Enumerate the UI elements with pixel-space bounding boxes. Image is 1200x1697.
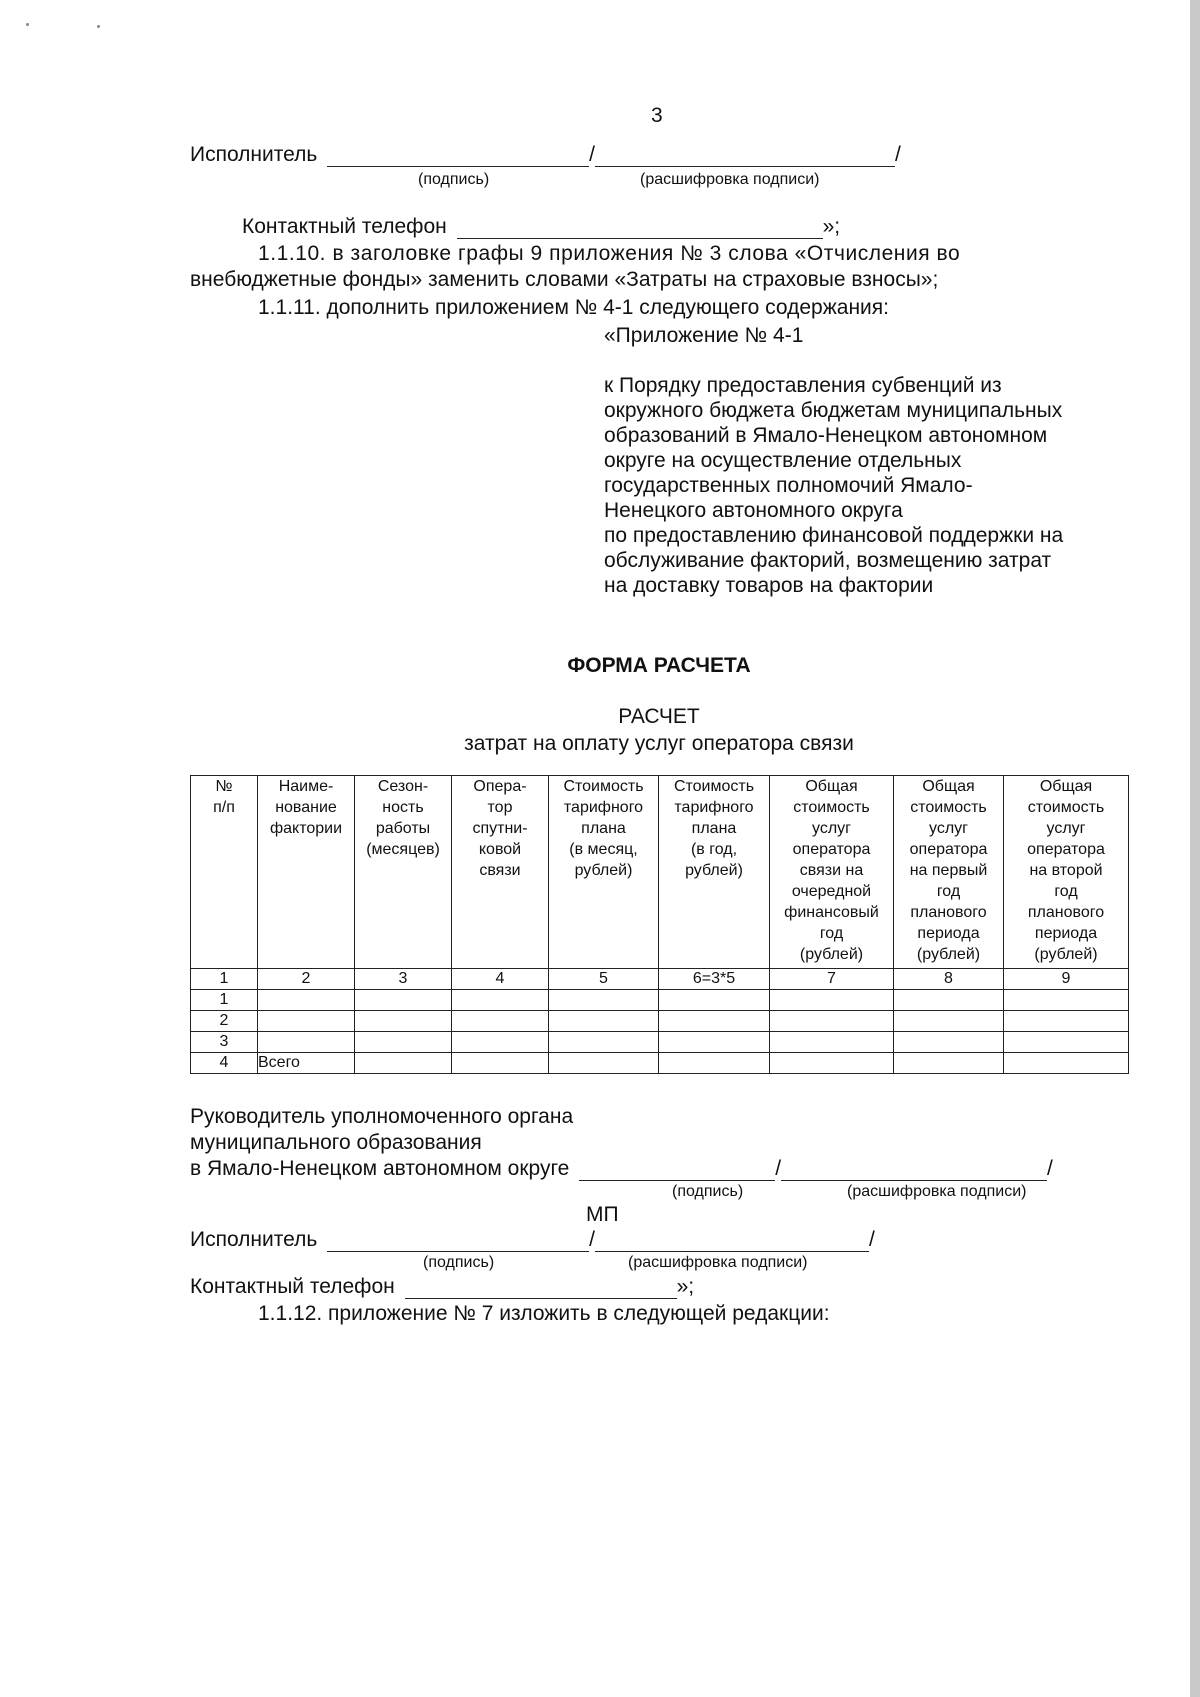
column-number-cell: 2 [258, 969, 355, 990]
column-number-cell: 7 [770, 969, 894, 990]
column-number-cell: 9 [1004, 969, 1129, 990]
table-cell [659, 1011, 770, 1032]
table-cell [549, 1053, 659, 1074]
executor-signature-line-bottom [190, 1228, 875, 1252]
header-text: тарифного [563, 799, 644, 816]
header-text: стоимость [1027, 799, 1105, 816]
column-number-row [191, 969, 1129, 990]
header-text: на второй [1029, 862, 1103, 879]
table-cell [258, 1011, 355, 1032]
table-cell [894, 1053, 1004, 1074]
header-text: Наиме- [278, 778, 334, 795]
stamp-placeholder: МП [586, 1203, 619, 1226]
slash: / [895, 143, 901, 166]
header-text: (рублей) [1034, 946, 1098, 963]
paragraph-1-1-10-line1: 1.1.10. в заголовке графы 9 приложения № 3 слова «Отчисления во [258, 242, 961, 265]
executor-signature-line [190, 143, 901, 167]
header-text: стоимость [910, 799, 987, 816]
header-text: Стоимость [673, 778, 755, 795]
table-cell [549, 990, 659, 1011]
table-cell [549, 1011, 659, 1032]
table-cell [659, 1053, 770, 1074]
header-text: связи [479, 862, 521, 879]
page-edge [1190, 0, 1200, 1697]
transcript-blank [595, 146, 895, 167]
column-number-cell: 6=3*5 [659, 969, 770, 990]
phone-label: Контактный телефон [242, 215, 447, 238]
table-cell [1004, 1053, 1129, 1074]
table-cell: 4 [191, 1053, 258, 1074]
paragraph-1-1-11: 1.1.11. дополнить приложением № 4-1 следующего содержания: [258, 296, 889, 319]
scan-speck [26, 23, 29, 26]
signature-blank [327, 146, 589, 167]
form-title: ФОРМА РАСЧЕТА [567, 654, 751, 677]
table-header-cell [1004, 776, 1129, 969]
header-text: очередной [791, 883, 872, 900]
head-line-1: Руководитель уполномоченного органа [190, 1105, 574, 1128]
header-text: ность [382, 799, 424, 816]
header-text: услуг [1046, 820, 1086, 837]
phone-blank [457, 218, 823, 239]
annex-line: округе на осуществление отдельных [604, 449, 962, 472]
header-text: рублей) [574, 862, 633, 879]
header-text: рублей) [685, 862, 743, 879]
annex-line: государственных полномочий Ямало- [604, 474, 973, 497]
header-text: Общая [922, 778, 975, 795]
table-cell [258, 990, 355, 1011]
annex-reference-block [604, 373, 1134, 598]
table-cell [452, 1053, 549, 1074]
table-cell [659, 1032, 770, 1053]
signature-caption: (подпись) [423, 1254, 495, 1271]
table-row [191, 1011, 1129, 1032]
column-number-cell: 5 [549, 969, 659, 990]
slash: / [1047, 1157, 1053, 1180]
table-cell [770, 1032, 894, 1053]
head-signature-line [190, 1157, 1053, 1181]
header-text: работы [375, 820, 431, 837]
header-text: периода [917, 925, 980, 942]
table-cell [452, 1011, 549, 1032]
column-number-cell: 1 [191, 969, 258, 990]
header-text: оператора [792, 841, 871, 858]
head-line-2: муниципального образования [190, 1131, 482, 1154]
table-cell [770, 1011, 894, 1032]
paragraph-1-1-10-line2: внебюджетные фонды» заменить словами «Затраты на страховые взносы»; [190, 268, 939, 291]
header-text: спутни- [472, 820, 528, 837]
header-text: услуг [812, 820, 851, 837]
table-cell [770, 990, 894, 1011]
header-text: Сезон- [377, 778, 429, 795]
header-text: фактории [269, 820, 343, 837]
scan-speck [97, 25, 100, 28]
slash: / [775, 1157, 782, 1180]
signature-caption: (подпись) [672, 1183, 744, 1200]
table-cell [258, 1032, 355, 1053]
table-cell [894, 1011, 1004, 1032]
signature-blank [579, 1160, 775, 1181]
transcript-caption: (расшифровка подписи) [628, 1254, 808, 1271]
phone-label: Контактный телефон [190, 1275, 395, 1298]
transcript-blank [781, 1160, 1047, 1181]
table-cell [894, 990, 1004, 1011]
header-text: Стоимость [563, 778, 644, 795]
header-text: год [819, 925, 844, 942]
header-text: Общая [1039, 778, 1093, 795]
header-text: Опера- [473, 778, 527, 795]
table-header-cell [355, 776, 452, 969]
header-text: тарифного [674, 799, 754, 816]
header-text: связи на [799, 862, 864, 879]
table-header-cell [894, 776, 1004, 969]
table-cell: 3 [191, 1032, 258, 1053]
paragraph-1-1-12: 1.1.12. приложение № 7 изложить в следующей редакции: [258, 1302, 830, 1325]
table-header-cell [258, 776, 355, 969]
annex-line: обслуживание факторий, возмещению затрат [604, 549, 1052, 572]
calculation-table [190, 775, 1129, 1074]
table-cell [549, 1032, 659, 1053]
executor-label: Исполнитель [190, 143, 318, 166]
table-cell [452, 990, 549, 1011]
table-cell [770, 1053, 894, 1074]
annex-line: на доставку товаров на фактории [604, 574, 934, 597]
annex-line: окружного бюджета бюджетам муниципальных [604, 399, 1063, 422]
header-text: тор [487, 799, 513, 816]
header-text: плана [581, 820, 626, 837]
header-text: финансовый [784, 904, 879, 921]
header-text: планового [1027, 904, 1105, 921]
table-cell [1004, 990, 1129, 1011]
head-line-3: в Ямало-Ненецком автономном округе [190, 1157, 570, 1180]
header-text: № [215, 778, 233, 795]
header-text: оператора [1027, 841, 1105, 858]
header-text: ковой [478, 841, 522, 858]
transcript-blank [595, 1231, 869, 1252]
page-number: 3 [651, 104, 663, 127]
table-header-row [191, 776, 1129, 969]
transcript-caption: (расшифровка подписи) [640, 171, 820, 188]
column-number-cell: 3 [355, 969, 452, 990]
header-text: (месяцев) [366, 841, 440, 858]
table-cell: 1 [191, 990, 258, 1011]
contact-phone-line [242, 215, 840, 239]
header-text: плана [691, 820, 737, 837]
table-row [191, 990, 1129, 1011]
transcript-caption: (расшифровка подписи) [847, 1183, 1027, 1200]
header-text: услуг [929, 820, 968, 837]
table-cell [355, 1053, 452, 1074]
header-text: периода [1034, 925, 1098, 942]
column-number-cell: 8 [894, 969, 1004, 990]
table-cell [894, 1032, 1004, 1053]
header-text: нование [275, 799, 337, 816]
header-text: год [1054, 883, 1078, 900]
table-cell [355, 1011, 452, 1032]
header-text: (в месяц, [569, 841, 638, 858]
calc-subtitle: затрат на оплату услуг оператора связи [464, 732, 854, 755]
header-text: стоимость [793, 799, 870, 816]
table-header-cell [659, 776, 770, 969]
table-header-cell [549, 776, 659, 969]
annex-line: к Порядку предоставления субвенций из [604, 374, 1002, 397]
slash: / [589, 143, 596, 166]
phone-end: »; [822, 215, 841, 238]
header-text: на первый [909, 862, 988, 879]
table-cell: 2 [191, 1011, 258, 1032]
signature-caption: (подпись) [418, 171, 490, 188]
header-text: п/п [213, 799, 235, 816]
table-row [191, 1032, 1129, 1053]
header-text: планового [910, 904, 987, 921]
header-text: (рублей) [799, 946, 864, 963]
phone-end: »; [676, 1275, 695, 1298]
table-cell [659, 990, 770, 1011]
table-cell [452, 1032, 549, 1053]
annex-line: Ненецкого автономного округа [604, 499, 903, 522]
table-header-cell [191, 776, 258, 969]
header-text: (в год, [690, 841, 738, 858]
table-cell [355, 990, 452, 1011]
table-cell: Всего [258, 1053, 355, 1074]
table-cell [355, 1032, 452, 1053]
slash: / [589, 1228, 596, 1251]
header-text: Общая [805, 778, 858, 795]
contact-phone-line-bottom [190, 1275, 694, 1299]
annex-line: по предоставлению финансовой поддержки на [604, 524, 1064, 547]
table-cell [1004, 1032, 1129, 1053]
annex-line: образований в Ямало-Ненецком автономном [604, 424, 1048, 447]
table-row [191, 1053, 1129, 1074]
header-text: оператора [909, 841, 988, 858]
table-cell [1004, 1011, 1129, 1032]
column-number-cell: 4 [452, 969, 549, 990]
phone-blank [405, 1278, 677, 1299]
slash: / [869, 1228, 875, 1251]
calc-title: РАСЧЕТ [618, 705, 700, 728]
executor-label: Исполнитель [190, 1228, 318, 1251]
table-header-cell [770, 776, 894, 969]
header-text: год [936, 883, 961, 900]
annex-title: «Приложение № 4-1 [604, 324, 804, 347]
table-header-cell [452, 776, 549, 969]
header-text: (рублей) [916, 946, 981, 963]
signature-blank [327, 1231, 589, 1252]
